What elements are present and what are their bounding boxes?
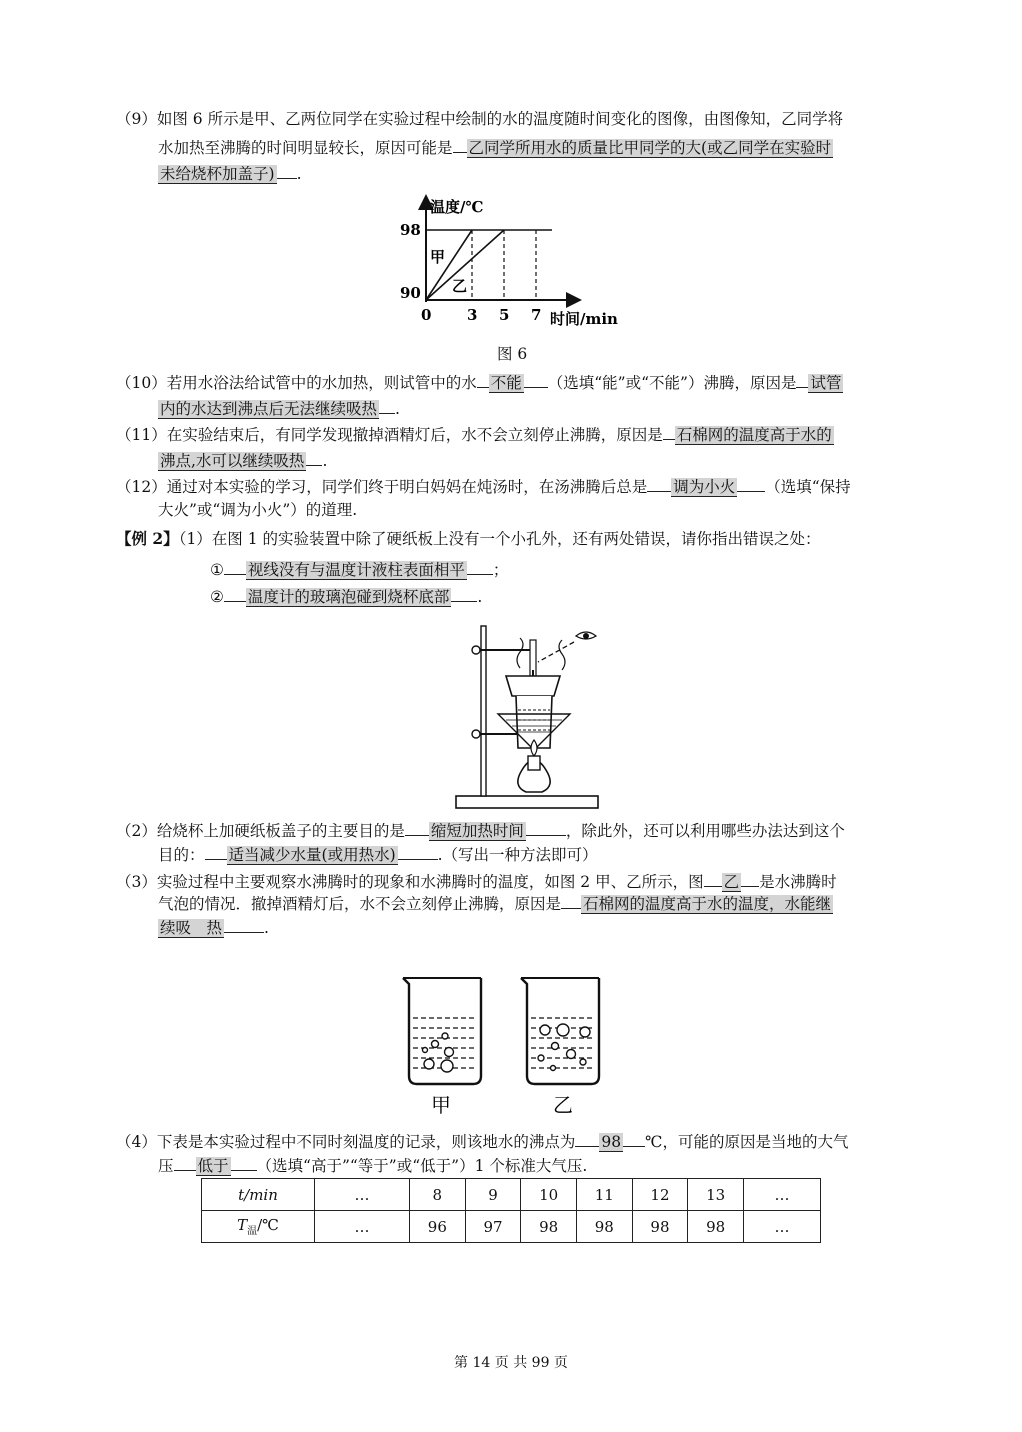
q12-line2: 大火”或“调为小火”）的道理. xyxy=(158,501,358,519)
blank xyxy=(741,868,759,887)
blank xyxy=(575,1128,599,1147)
q2-line2 xyxy=(158,841,598,866)
q10-text: （10）若用水浴法给试管中的水加热，则试管中的水 xyxy=(116,374,477,392)
blank xyxy=(379,395,395,414)
blank xyxy=(663,421,675,440)
blank xyxy=(737,473,765,492)
table-cell: 13 xyxy=(688,1179,744,1211)
table-cell: 8 xyxy=(410,1179,466,1211)
q9-answer-part2: 未给烧杯加盖子) xyxy=(160,165,275,183)
blank xyxy=(174,1152,196,1171)
q11-end: . xyxy=(322,452,328,470)
q3-post: 是水沸腾时 xyxy=(759,873,837,891)
q10-answer2-part2: 内的水达到沸点后无法继续吸热 xyxy=(160,400,378,418)
q9-line2-text: 水加热至沸腾的时间明显较长，原因可能是 xyxy=(158,139,453,157)
label-jia: 甲 xyxy=(430,248,446,266)
q4-line2 xyxy=(158,1152,587,1177)
figure-6-caption: 图 6 xyxy=(497,345,528,363)
q4-answer2: 低于 xyxy=(197,1157,229,1175)
q9-answer-part1: 乙同学所用水的质量比甲同学的大(或乙同学在实验时 xyxy=(468,139,832,157)
q12-line1 xyxy=(116,473,851,498)
table-cell: … xyxy=(315,1211,410,1243)
table-row xyxy=(202,1211,821,1243)
boiling-apparatus-illustration xyxy=(450,610,610,815)
blank xyxy=(306,447,322,466)
q4-mid: ℃，可能的原因是当地的大气 xyxy=(645,1133,849,1151)
blank xyxy=(524,369,548,388)
table-cell: 98 xyxy=(521,1211,577,1243)
q3-text: （3）实验过程中主要观察水沸腾时的现象和水沸腾时的温度，如图 2 甲、乙所示，图 xyxy=(116,873,704,891)
blank xyxy=(623,1128,645,1147)
blank xyxy=(224,556,246,575)
q4-line1 xyxy=(116,1128,848,1153)
blank xyxy=(277,160,297,179)
table-cell: 96 xyxy=(410,1211,466,1243)
blank xyxy=(231,1152,257,1171)
beakers-illustration xyxy=(395,972,625,1120)
q2-line2-post: .（写出一种方法即可） xyxy=(437,846,598,864)
table-cell: 98 xyxy=(632,1211,688,1243)
q10-line2 xyxy=(158,395,400,420)
q3-line3 xyxy=(158,914,269,939)
blank xyxy=(224,583,246,602)
blank xyxy=(477,369,489,388)
blank xyxy=(704,868,722,887)
q10-answer1: 不能 xyxy=(490,374,522,392)
q12-post: （选填“保持 xyxy=(765,478,851,496)
q4-answer1: 98 xyxy=(601,1133,622,1151)
temp-unit: /℃ xyxy=(257,1216,279,1234)
q4-line2-pre: 压 xyxy=(158,1157,174,1175)
q3-answer2-part1: 石棉网的温度高于水的温度，水能继 xyxy=(583,895,832,913)
q2-line1 xyxy=(116,817,845,842)
x-axis-label: 时间/min xyxy=(550,310,618,328)
table-cell: 98 xyxy=(688,1211,744,1243)
blank xyxy=(398,841,438,860)
ex2-item1-answer: 视线没有与温度计液柱表面相平 xyxy=(247,561,465,579)
ex2-item2 xyxy=(210,583,482,608)
beaker-left-label: 甲 xyxy=(431,1093,451,1117)
temp-subscript: 温 xyxy=(247,1226,258,1237)
q9-line1: （9）如图 6 所示是甲、乙两位同学在实验过程中绘制的水的温度随时间变化的图像，由图像知，乙同学将 xyxy=(116,110,844,128)
q2-line2-pre: 目的： xyxy=(158,846,205,864)
q11-line2 xyxy=(158,447,327,472)
blank xyxy=(796,369,808,388)
x-tick-7: 7 xyxy=(531,306,542,324)
blank xyxy=(405,817,429,836)
x-tick-3: 3 xyxy=(467,306,478,324)
table-cell: 11 xyxy=(576,1179,632,1211)
table-cell: 97 xyxy=(465,1211,521,1243)
temperature-time-graph xyxy=(390,190,640,335)
q2-answer2: 适当减少水量(或用热水) xyxy=(228,846,396,864)
beaker-right-label: 乙 xyxy=(553,1093,573,1117)
q9-end: . xyxy=(296,165,302,183)
q9-line2 xyxy=(158,134,833,159)
label-yi: 乙 xyxy=(452,277,468,295)
q2-answer1: 缩短加热时间 xyxy=(430,822,524,840)
ex2-title: 【例 2】 xyxy=(116,529,179,548)
blank xyxy=(451,583,477,602)
table-cell: … xyxy=(315,1179,410,1211)
temp-symbol: T xyxy=(237,1216,248,1234)
x-tick-5: 5 xyxy=(499,306,510,324)
q12-answer: 调为小火 xyxy=(673,478,736,496)
q3-line2 xyxy=(158,890,833,915)
blank xyxy=(561,890,581,909)
ex2-item2-num: ② xyxy=(210,588,224,606)
q3-answer1: 乙 xyxy=(723,873,740,891)
table-cell: 10 xyxy=(521,1179,577,1211)
table-cell: 12 xyxy=(632,1179,688,1211)
q12-text: （12）通过对本实验的学习，同学们终于明白妈妈在炖汤时，在汤沸腾后总是 xyxy=(116,478,648,496)
blank xyxy=(453,134,467,153)
blank xyxy=(526,817,566,836)
page-footer: 第 14 页 共 99 页 xyxy=(454,1355,568,1371)
table-cell: … xyxy=(744,1211,821,1243)
q10-end: . xyxy=(395,400,400,418)
q3-answer2-part2: 续吸 热 xyxy=(160,919,223,937)
blank xyxy=(224,914,264,933)
ex2-q1: （1）在图 1 的实验装置中除了硬纸板上没有一个小孔外，还有两处错误，请你指出错误之处： xyxy=(178,530,821,548)
q11-line1 xyxy=(116,421,834,446)
q3-end: . xyxy=(264,919,269,937)
q2-mid: ，除此外，还可以利用哪些办法达到这个 xyxy=(565,822,845,840)
q10-mid: （选填“能”或“不能”）沸腾，原因是 xyxy=(547,374,797,392)
temperature-table xyxy=(201,1178,821,1243)
q9-line3 xyxy=(158,160,302,185)
q4-text: （4）下表是本实验过程中不同时刻温度的记录，则该地水的沸点为 xyxy=(116,1133,576,1151)
x-tick-0: 0 xyxy=(421,306,432,324)
q11-answer-part1: 石棉网的温度高于水的 xyxy=(676,426,832,444)
ex2-item1 xyxy=(210,556,508,581)
ex2-line xyxy=(116,528,821,550)
table-header-temp xyxy=(202,1211,315,1243)
y-axis-label: 温度/℃ xyxy=(430,198,484,216)
ex2-item1-end: ； xyxy=(492,561,509,579)
table-cell: 98 xyxy=(576,1211,632,1243)
q11-text: （11）在实验结束后，有同学发现撤掉酒精灯后，水不会立刻停止沸腾，原因是 xyxy=(116,426,663,444)
table-cell: … xyxy=(744,1179,821,1211)
q10-answer2-part1: 试管 xyxy=(810,374,842,392)
q11-answer-part2: 沸点,水可以继续吸热 xyxy=(160,452,305,470)
blank xyxy=(647,473,671,492)
ex2-item1-num: ① xyxy=(210,561,224,579)
blank xyxy=(467,556,493,575)
y-tick-90: 90 xyxy=(400,284,421,302)
table-cell: 9 xyxy=(465,1179,521,1211)
blank xyxy=(205,841,227,860)
q2-text: （2）给烧杯上加硬纸板盖子的主要目的是 xyxy=(116,822,405,840)
y-tick-98: 98 xyxy=(400,221,421,239)
q4-line2-post: （选填“高于”“等于”或“低于”）1 个标准大气压. xyxy=(256,1157,588,1175)
q10-line1 xyxy=(116,369,843,394)
table-header-time: t/min xyxy=(202,1179,315,1211)
ex2-item2-answer: 温度计的玻璃泡碰到烧杯底部 xyxy=(247,588,450,606)
q3-line2-pre: 气泡的情况．撤掉酒精灯后，水不会立刻停止沸腾，原因是 xyxy=(158,895,562,913)
table-row xyxy=(202,1179,821,1211)
ex2-item2-end: . xyxy=(477,588,483,606)
